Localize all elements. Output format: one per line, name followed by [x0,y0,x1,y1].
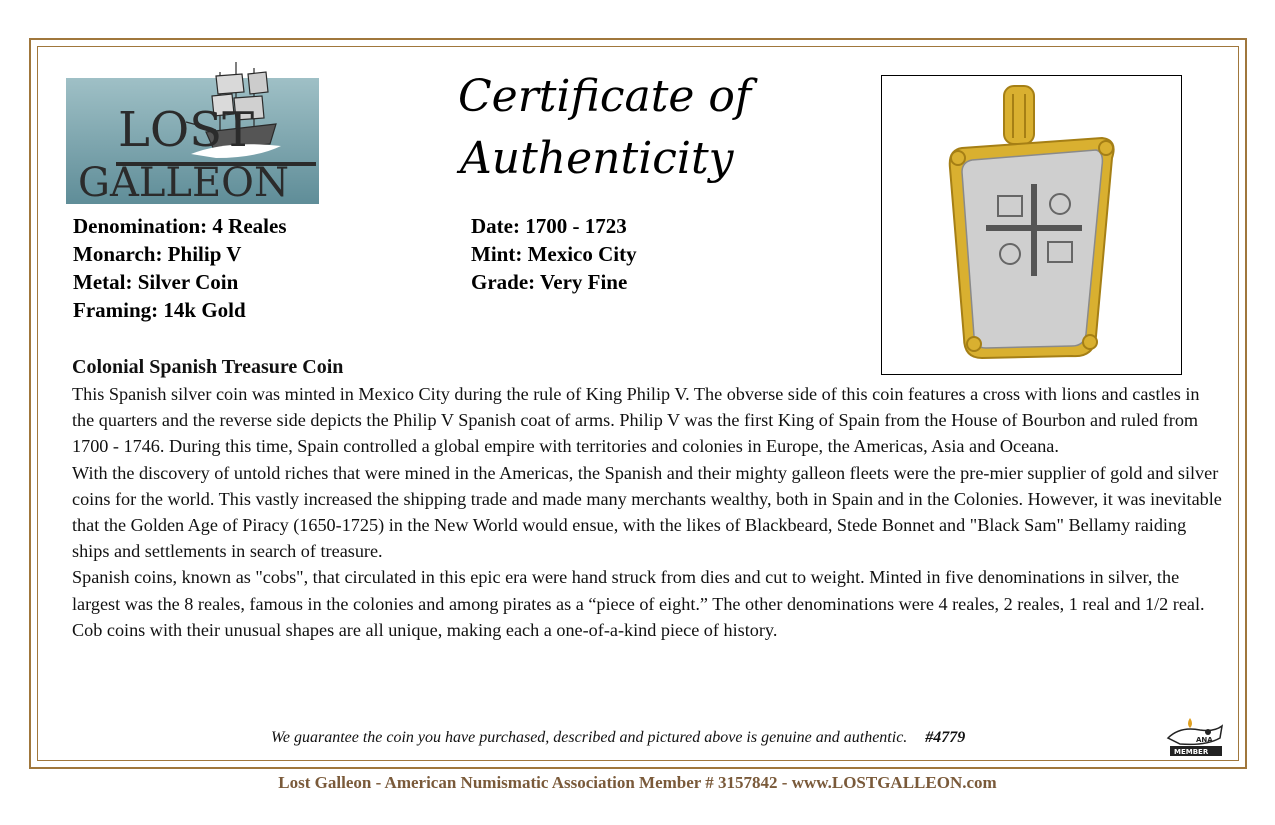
title-line2: Authenticity [460,133,734,184]
logo-line2: GALLEON [78,160,289,204]
coin-pendant-image [882,76,1181,374]
certificate-number: #4779 [925,729,966,746]
paragraph-3: Spanish coins, known as "cobs", that circulated in this epic era were hand struck from dies and cut to weight. Minted in five denominations in silver, the largest was the 8 reales, famous in the colonies and among pirates as a “piece of eight.” The other denominations were 4 reales, 2 reales, 1 real and 1/2 real. Cob coins with their unusual shapes are all unique, making each a one-of-a-kind piece of history. [72,567,1205,640]
spec-framing: Framing: 14k Gold [73,298,246,322]
footer-line: Lost Galleon - American Numismatic Association Member # 3157842 - www.LOSTGALLEON.com [278,773,997,792]
spec-metal: Metal: Silver Coin [73,270,239,294]
description-body [72,381,1222,643]
spec-denomination: Denomination: 4 Reales [73,214,287,238]
spec-date: Date: 1700 - 1723 [471,214,627,238]
logo-line1: LOST [118,102,255,158]
lost-galleon-logo [66,62,319,204]
section-title: Colonial Spanish Treasure Coin [72,356,344,378]
spec-monarch: Monarch: Philip V [73,242,242,266]
coin-specs-right [471,212,637,296]
spec-grade: Grade: Very Fine [471,270,628,294]
title-line1: Certificate of [458,71,752,122]
guarantee-text: We guarantee the coin you have purchased, described and pictured above is genuine and authentic. [271,729,908,746]
ana-badge-top: ANA [1196,736,1213,744]
ana-badge-bottom: MEMBER [1174,748,1209,756]
ana-lamp-badge-icon [1150,712,1228,758]
certificate-title [440,66,760,190]
paragraph-2: With the discovery of untold riches that were mined in the Americas, the Spanish and their mighty galleon fleets were the pre-mier supplier of gold and silver coins for the world. This vastly increased the shipping trade and made many merchants wealthy, both in Spain and in the Colonies. However, it was inevitable that the Golden Age of Piracy (1650-1725) in the New World would ensue, with the likes of Blackbeard, Stede Bonnet and "Black Sam" Bellamy raiding ships and settlements in search of treasure. [72,462,1222,562]
guarantee-line [271,727,1141,749]
paragraph-1: This Spanish silver coin was minted in Mexico City during the rule of King Philip V. The obverse side of this coin features a cross with lions and castles in the quarters and the reverse side depicts the Philip V Spanish coat of arms. Philip V was the first King of Spain from the House of Bourbon and ruled from 1700 - 1746. During this time, Spain controlled a global empire with territories and colonies in Europe, the Americas, Asia and Oceana. [72,384,1200,457]
coin-photo-frame [881,75,1182,375]
coin-specs-left [73,212,287,324]
spec-mint: Mint: Mexico City [471,242,637,266]
